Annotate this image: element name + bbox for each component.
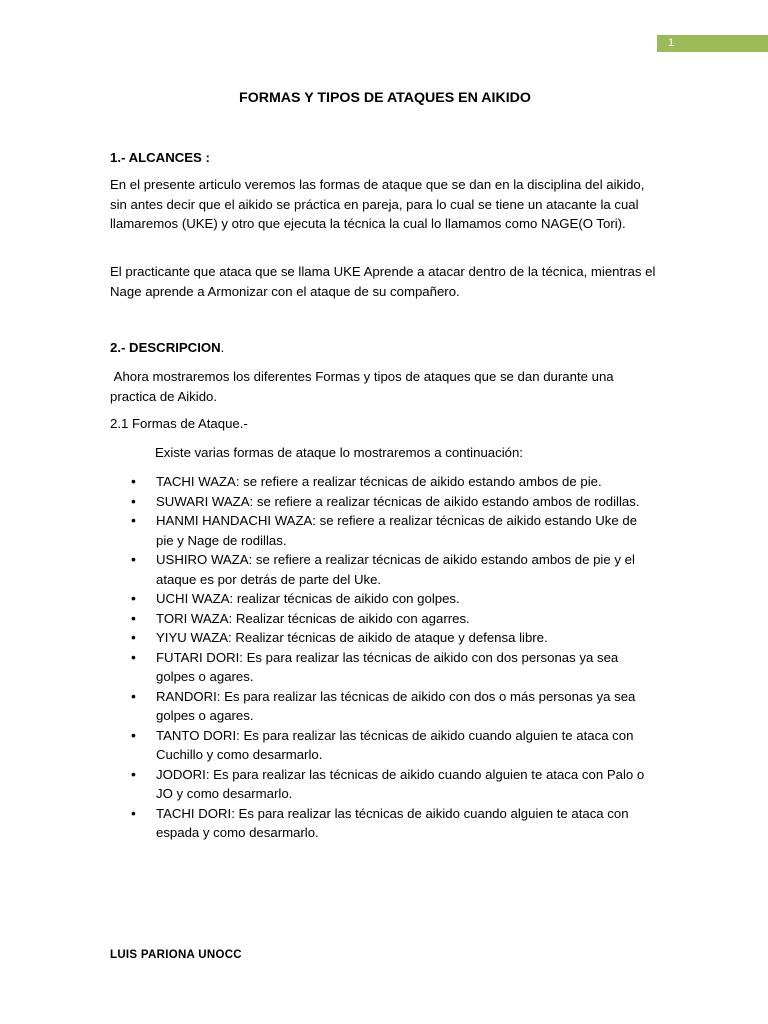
list-item [110,492,656,512]
paragraph-alcances-1: En el presente articulo veremos las formas de ataque que se dan en la disciplina del aikido, sin antes decir que el aikido se práctica en pareja, para lo cual se tiene un atacante la cual llamaremos (UKE) y otro que ejecuta la técnica la cual lo llamamos como NAGE(O Tori). [110,177,645,231]
list-item [110,804,656,843]
list-item-desc: Es para realizar las técnicas de aikido cuando alguien te ataca con Cuchillo y como desarmarlo. [156,727,634,762]
list-item-desc: se refiere a realizar técnicas de aikido estando ambos de rodillas. [253,493,640,509]
list-item [110,550,656,589]
list-intro: Existe varias formas de ataque lo mostraremos a continuación: [155,445,523,460]
document-title: FORMAS Y TIPOS DE ATAQUES EN AIKIDO [239,90,531,106]
section-heading-descripcion [110,338,224,358]
section-heading-period: . [220,340,225,355]
subheading-formas-de-ataque: 2.1 Formas de Ataque.- [110,416,248,431]
list-item-desc: Es para realizar las técnicas de aikido cuando alguien te ataca con Palo o JO y como desarmarlo. [156,766,645,801]
page-number: 1 [668,37,675,49]
list-item-desc: se refiere a realizar técnicas de aikido estando ambos de pie. [239,474,602,489]
list-item-term: FUTARI DORI: [156,649,243,665]
list-item-term: TORI WAZA: [156,610,233,626]
page-number-bar [657,35,768,52]
list-item [110,511,656,550]
list-item-term: TACHI DORI: [156,805,235,821]
list-item-desc: Realizar técnicas de aikido con agarres. [232,610,470,626]
list-item-term: SUWARI WAZA: [156,493,254,509]
list-item-term: JODORI: [156,766,210,782]
list-item-desc: Realizar técnicas de aikido de ataque y defensa libre. [231,630,548,645]
list-item [110,628,656,648]
list-item-desc: Es para realizar las técnicas de aikido con dos personas ya sea golpes o agares. [156,649,619,684]
paragraph-alcances-2: El practicante que ataca que se llama UKE Aprende a atacar dentro de la técnica, mientras el Nage aprende a Armonizar con el ataque de su compañero. [110,264,656,299]
paragraph-descripcion: Ahora mostraremos los diferentes Formas y tipos de ataques que se dan durante una practica de Aikido. [110,369,618,404]
section-heading-alcances: 1.- ALCANCES : [110,150,210,165]
list-item-term: YIYU WAZA: [156,630,232,645]
list-item-term: TACHI WAZA: [156,474,240,489]
list-item-desc: se refiere a realizar técnicas de aikido estando Uke de pie y Nage de rodillas. [156,513,638,548]
list-item-term: UCHI WAZA: [156,591,234,606]
list-item [110,589,656,609]
list-item-desc: se refiere a realizar técnicas de aikido estando ambos de pie y el ataque es por detrás de parte del Uke. [156,552,635,587]
list-item [110,609,656,629]
list-item [110,472,656,492]
attack-forms-list [110,472,660,843]
footer-author: LUIS PARIONA UNOCC [110,949,242,961]
list-item-desc: Es para realizar las técnicas de aikido con dos o más personas ya sea golpes o agares. [156,688,636,723]
list-item-term: TANTO DORI: [156,727,240,743]
list-item-term: USHIRO WAZA: [156,552,253,567]
list-item-term: HANMI HANDACHI WAZA: [156,513,316,528]
section-heading-text: 2.- DESCRIPCION [110,340,221,355]
list-item [110,648,656,687]
list-item [110,687,656,726]
list-item-term: RANDORI: [156,688,221,704]
list-item [110,765,656,804]
list-item [110,726,656,765]
list-item-desc: Es para realizar las técnicas de aikido cuando alguien te ataca con espada y como desarmarlo. [156,805,629,840]
list-item-desc: realizar técnicas de aikido con golpes. [233,591,460,606]
